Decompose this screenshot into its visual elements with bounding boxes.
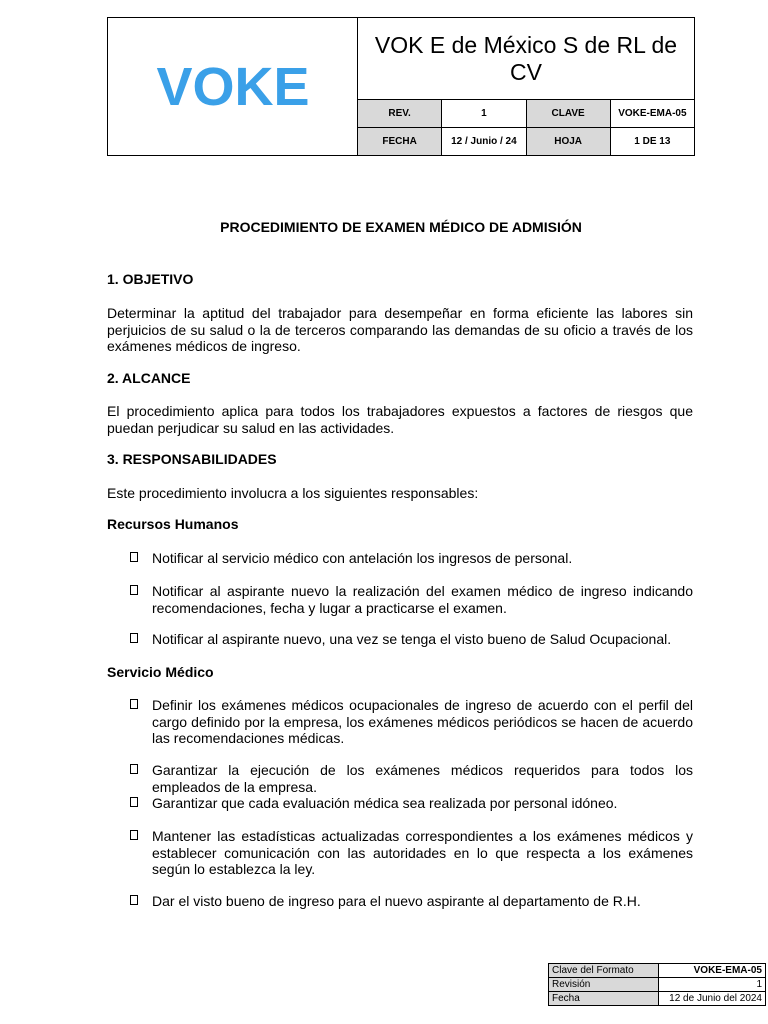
list-item [130,550,693,567]
document-header-table [107,17,695,156]
list-item-text: Notificar al aspirante nuevo la realización del examen médico de ingreso indicando recomendaciones, fecha y lugar a practicarse el examen. [152,583,693,616]
company-name: VOK E de México S de RL de CV [358,18,695,100]
document-title: PROCEDIMIENTO DE EXAMEN MÉDICO DE ADMISIÓN [220,219,582,235]
voke-logo [138,64,328,110]
list-item-text: Mantener las estadísticas actualizadas correspondientes a los exámenes médicos y establecer comunicación con las autoridades en lo que respecta a los exámenes según lo establezca la ley. [152,828,693,877]
checkbox-bullet-icon [130,699,138,709]
checkbox-bullet-icon [130,895,138,905]
fecha-value: 12 / Junio / 24 [442,128,526,156]
checkbox-bullet-icon [130,552,138,562]
checkbox-bullet-icon [130,633,138,643]
logo-text: VOKE [155,63,310,110]
footer-clave-value: VOKE-EMA-05 [659,964,766,978]
footer-clave-label: Clave del Formato [549,964,659,978]
footer-fecha-label: Fecha [549,992,659,1006]
list-item [130,697,693,747]
list-item-text: Notificar al aspirante nuevo, una vez se tenga el visto bueno de Salud Ocupacional. [152,631,672,647]
list-item [130,828,693,878]
list-item-text: Dar el visto bueno de ingreso para el nuevo aspirante al departamento de R.H. [152,893,641,909]
footer-fecha-value: 12 de Junio del 2024 [659,992,766,1006]
list-item-text: Definir los exámenes médicos ocupacionales de ingreso de acuerdo con el perfil del cargo definido por la empresa, los exámenes médicos periódicos se hacen de acuerdo las recomendaciones médicas. [152,697,693,746]
format-footer-table [548,963,766,1006]
checkbox-bullet-icon [130,764,138,774]
checkbox-bullet-icon [130,830,138,840]
footer-rev-value: 1 [659,978,766,992]
hoja-value: 1 DE 13 [610,128,694,156]
subheading-servicio-medico: Servicio Médico [107,664,214,680]
list-item [130,631,693,648]
list-item [130,795,693,812]
footer-rev-label: Revisión [549,978,659,992]
responsabilidades-intro: Este procedimiento involucra a los siguientes responsables: [107,485,479,501]
fecha-label: FECHA [358,128,442,156]
section-heading-objetivo: 1. OBJETIVO [107,271,194,287]
list-item-text: Garantizar la ejecución de los exámenes médicos requeridos para todos los empleados de la empresa. [152,762,693,795]
clave-label: CLAVE [526,100,610,128]
checkbox-bullet-icon [130,797,138,807]
rev-value: 1 [442,100,526,128]
list-item [130,583,693,616]
list-item [130,762,693,795]
list-item-text: Notificar al servicio médico con antelación los ingresos de personal. [152,550,573,566]
rev-label: REV. [358,100,442,128]
company-logo-cell [108,18,358,156]
alcance-paragraph: El procedimiento aplica para todos los trabajadores expuestos a factores de riesgos que puedan perjudicar su salud en las actividades. [107,403,693,436]
section-heading-responsabilidades: 3. RESPONSABILIDADES [107,451,277,467]
hoja-label: HOJA [526,128,610,156]
checkbox-bullet-icon [130,585,138,595]
list-item [130,893,693,910]
objetivo-paragraph: Determinar la aptitud del trabajador para desempeñar en forma eficiente las labores sin perjuicios de su salud o la de terceros comparando las demandas de su oficio a través de los exámenes médicos de ingreso. [107,305,693,354]
list-item-text: Garantizar que cada evaluación médica sea realizada por personal idóneo. [152,795,618,811]
section-heading-alcance: 2. ALCANCE [107,370,191,386]
clave-value: VOKE-EMA-05 [610,100,694,128]
subheading-recursos-humanos: Recursos Humanos [107,516,239,532]
